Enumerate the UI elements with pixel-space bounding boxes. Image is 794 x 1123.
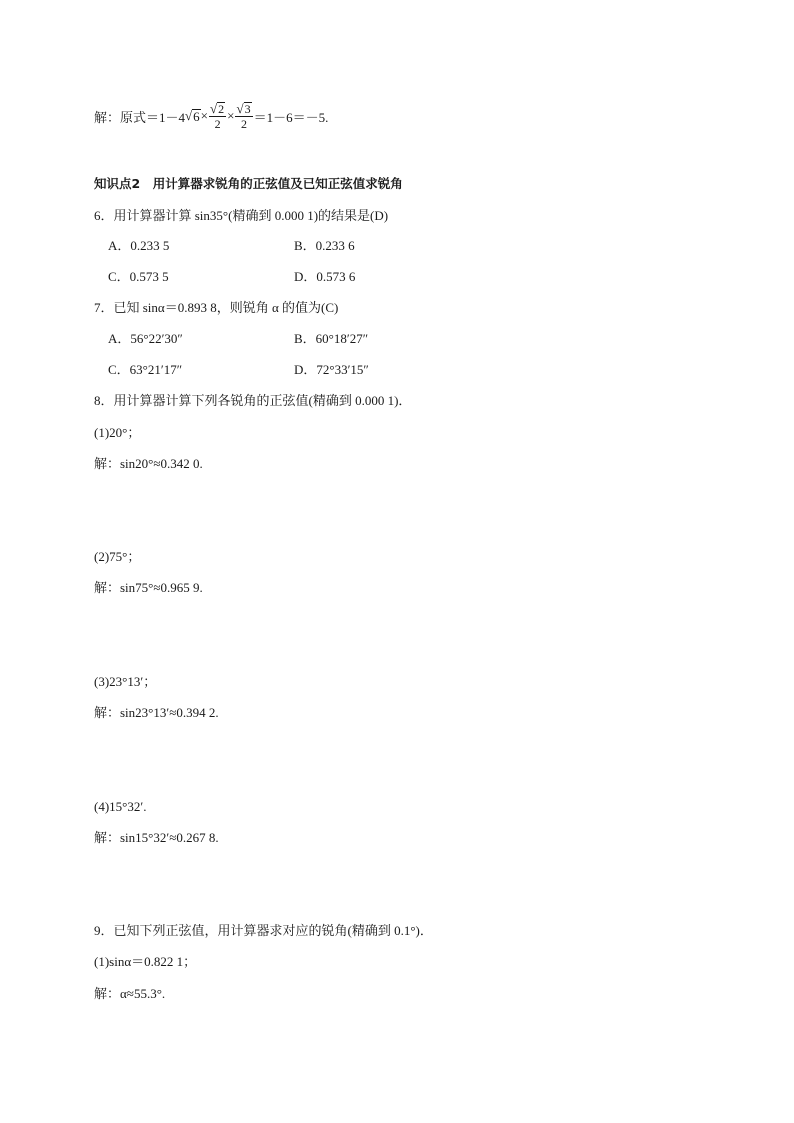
q6-option-a: A．0.233 5 [108,238,170,253]
q6-option-b: B．0.233 6 [294,238,355,253]
fraction-sqrt2-over-2: √ 2 2 [210,100,225,131]
q8-part-2-answer: 解：sin75°≈0.965 9. [94,580,203,595]
q8-part-4-label: (4)15°32′. [94,799,147,814]
question-7-stem: 7．已知 sinα＝0.893 8，则锐角 α 的值为(C) [94,300,339,315]
times-sign: × [227,108,235,123]
q7-option-a: A．56°22′30″ [108,331,183,346]
q7-option-c: C．63°21′17″ [108,362,183,377]
q6-option-c: C．0.573 5 [108,269,169,284]
fraction-sqrt3-over-2: √ 3 2 [236,100,251,131]
q9-part-1-label: (1)sinα＝0.822 1； [94,954,197,969]
solution-formula [94,96,328,136]
section-heading: 知识点2 用计算器求锐角的正弦值及已知正弦值求锐角 [94,176,403,191]
question-6-stem: 6．用计算器计算 sin35°(精确到 0.000 1)的结果是(D) [94,208,389,223]
q8-part-3-answer: 解：sin23°13′≈0.394 2. [94,705,219,720]
q9-part-1-answer: 解：α≈55.3°. [94,986,166,1001]
q8-part-4-answer: 解：sin15°32′≈0.267 8. [94,830,219,845]
q8-part-1-answer: 解：sin20°≈0.342 0. [94,456,203,471]
times-sign: × [200,108,208,123]
formula-prefix: 解：原式＝1－4 [94,109,186,125]
q8-part-1-label: (1)20°； [94,425,141,440]
q7-option-b: B．60°18′27″ [294,331,369,346]
q6-option-d: D．0.573 6 [294,269,356,284]
q8-part-2-label: (2)75°； [94,549,141,564]
question-8-stem: 8．用计算器计算下列各锐角的正弦值(精确到 0.000 1)． [94,393,412,408]
q7-option-d: D．72°33′15″ [294,362,369,377]
sqrt-6: √ 6 [185,108,200,124]
formula-suffix: ＝1－6＝－5. [253,109,329,125]
q8-part-3-label: (3)23°13′； [94,674,157,689]
question-9-stem: 9．已知下列正弦值，用计算器求对应的锐角(精确到 0.1°)． [94,923,433,938]
